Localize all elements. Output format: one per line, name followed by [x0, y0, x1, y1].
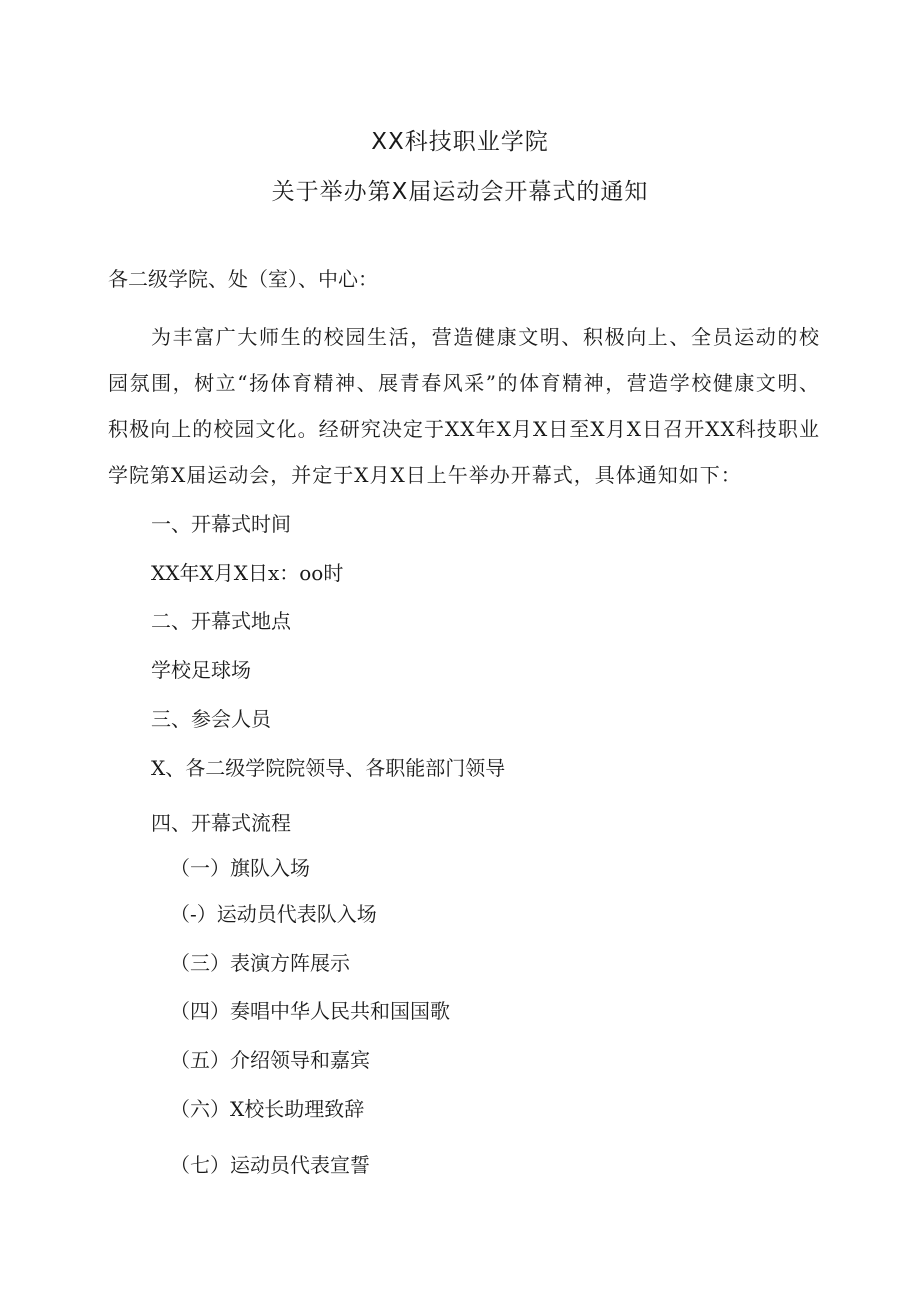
- section-time-value: XX年X月X日x：oo时: [151, 561, 344, 585]
- document-title-line-1: XX科技职业学院: [371, 129, 549, 155]
- section-place-value: 学校足球场: [151, 658, 251, 682]
- section-attendees-value: X、各二级学院院领导、各职能部门领导: [151, 756, 506, 780]
- section-process-heading: 四、开幕式流程: [151, 811, 291, 835]
- salutation: 各二级学院、处（室）、中心：: [108, 267, 378, 291]
- section-place-heading: 二、开幕式地点: [151, 609, 291, 633]
- process-item: （-）运动员代表队入场: [170, 902, 377, 926]
- section-attendees-heading: 三、参会人员: [151, 707, 271, 731]
- process-item: （一）旗队入场: [170, 856, 310, 880]
- process-item: （七）运动员代表宣誓: [170, 1153, 370, 1177]
- process-item: （三）表演方阵展示: [170, 951, 350, 975]
- process-item: （五）介绍领导和嘉宾: [170, 1048, 370, 1072]
- section-time-heading: 一、开幕式时间: [151, 512, 291, 536]
- process-item: （六）X校长助理致辞: [170, 1097, 365, 1121]
- document-title-line-2: 关于举办第X届运动会开幕式的通知: [271, 179, 649, 205]
- process-item: （四）奏唱中华人民共和国国歌: [170, 999, 450, 1023]
- body-paragraph: 为丰富广大师生的校园生活，营造健康文明、积极向上、全员运动的校园氛围，树立“扬体育精神、展青春风采”的体育精神，营造学校健康文明、积极向上的校园文化。经研究决定于XX年X月X日至X月X日召开XX科技职业学院第X届运动会，并定于X月X日上午举办开幕式，具体通知如下：: [108, 325, 820, 487]
